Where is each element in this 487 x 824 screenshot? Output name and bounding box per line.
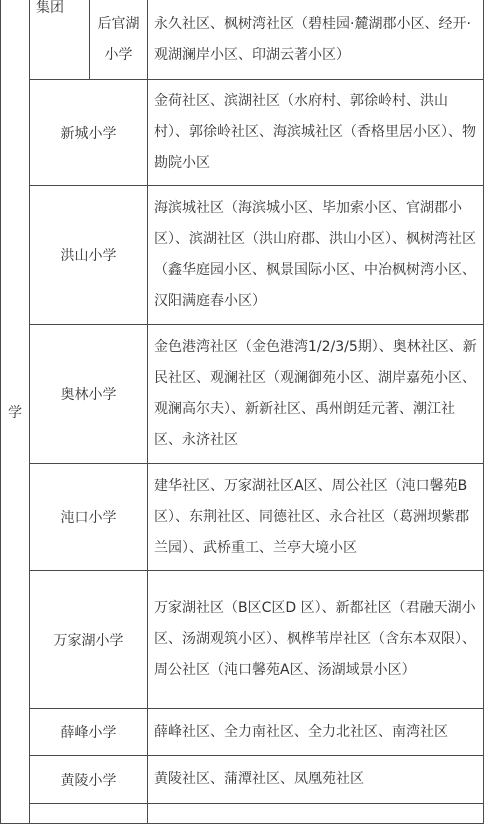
area-cell [148, 709, 484, 756]
table-row [1, 464, 484, 571]
school-name: 新城小学 [60, 125, 117, 142]
area-cell [148, 0, 484, 80]
school-name: 黄陵小学 [60, 772, 117, 789]
area-text: 海滨城社区（海滨城小区、毕加索小区、官湖郡小区）、滨湖社区（洪山府郡、洪山小区）、枫树湾社区（鑫华庭园小区、枫景国际小区、中冶枫树湾小区、汉阳满庭春小区） [154, 200, 476, 309]
stage-cell [1, 0, 30, 824]
area-text: 黄陵社区、蒲潭社区、凤凰苑社区 [154, 771, 364, 787]
table-row [1, 804, 484, 824]
school-cell [30, 464, 148, 571]
area-cell [148, 325, 484, 464]
area-text: 万家湖社区（B区C区D 区）、新都社区（君融天湖小区、汤湖观筑小区）、枫桦苇岸社区（含东本双限）、周公社区（沌口馨苑A区、汤湖域景小区） [154, 600, 476, 678]
area-cell [148, 80, 484, 186]
school-cell [30, 571, 148, 709]
group-cell [30, 0, 90, 80]
school-cell [30, 80, 148, 186]
school-name-line1: 后官湖 [97, 15, 140, 32]
area-cell [148, 804, 484, 824]
school-name: 奥林小学 [60, 387, 117, 403]
school-cell [90, 0, 148, 80]
area-cell [148, 464, 484, 571]
school-name: 洪山小学 [60, 248, 117, 264]
area-text: 建华社区、万家湖社区A区、周公社区（沌口馨苑B区）、东荆社区、同德社区、永合社区（葛洲坝紫郡兰园）、武桥重工、兰亭大境小区 [154, 477, 469, 556]
area-text: 永久社区、枫树湾社区（碧桂园·麓湖郡小区、经开·观湖澜岸小区、印湖云著小区） [154, 15, 471, 63]
school-cell [30, 756, 148, 804]
school-name: 沌口小学 [60, 510, 117, 526]
school-cell [30, 804, 148, 824]
table-row [1, 756, 484, 804]
table-row [1, 325, 484, 464]
school-name: 薛峰小学 [60, 725, 117, 741]
school-cell [30, 709, 148, 756]
school-name-line2: 小学 [104, 46, 133, 63]
school-cell [30, 186, 148, 325]
school-cell [30, 325, 148, 464]
area-cell [148, 571, 484, 709]
table-row [1, 0, 484, 80]
table-row [1, 186, 484, 325]
table-row [1, 709, 484, 756]
stage-label: 学 [8, 404, 22, 421]
area-cell [148, 756, 484, 804]
area-cell [148, 186, 484, 325]
school-name: 万家湖小学 [53, 632, 124, 649]
table-row [1, 80, 484, 186]
area-text: 薛峰社区、全力南社区、全力北社区、南湾社区 [154, 723, 448, 740]
group-label: 集团 [36, 0, 64, 16]
area-text: 金荷社区、滨湖社区（水府村、郭徐岭村、洪山村）、郭徐岭社区、海滨城社区（香格里居小区）、物勘院小区 [154, 93, 476, 171]
table-row [1, 571, 484, 709]
area-text: 金色港湾社区（金色港湾1/2/3/5期）、奥林社区、新民社区、观澜社区（观澜御苑小区、湖岸嘉苑小区、观澜高尔夫）、新新社区、禹州朗廷元著、潮江社区、永济社区 [154, 339, 477, 448]
